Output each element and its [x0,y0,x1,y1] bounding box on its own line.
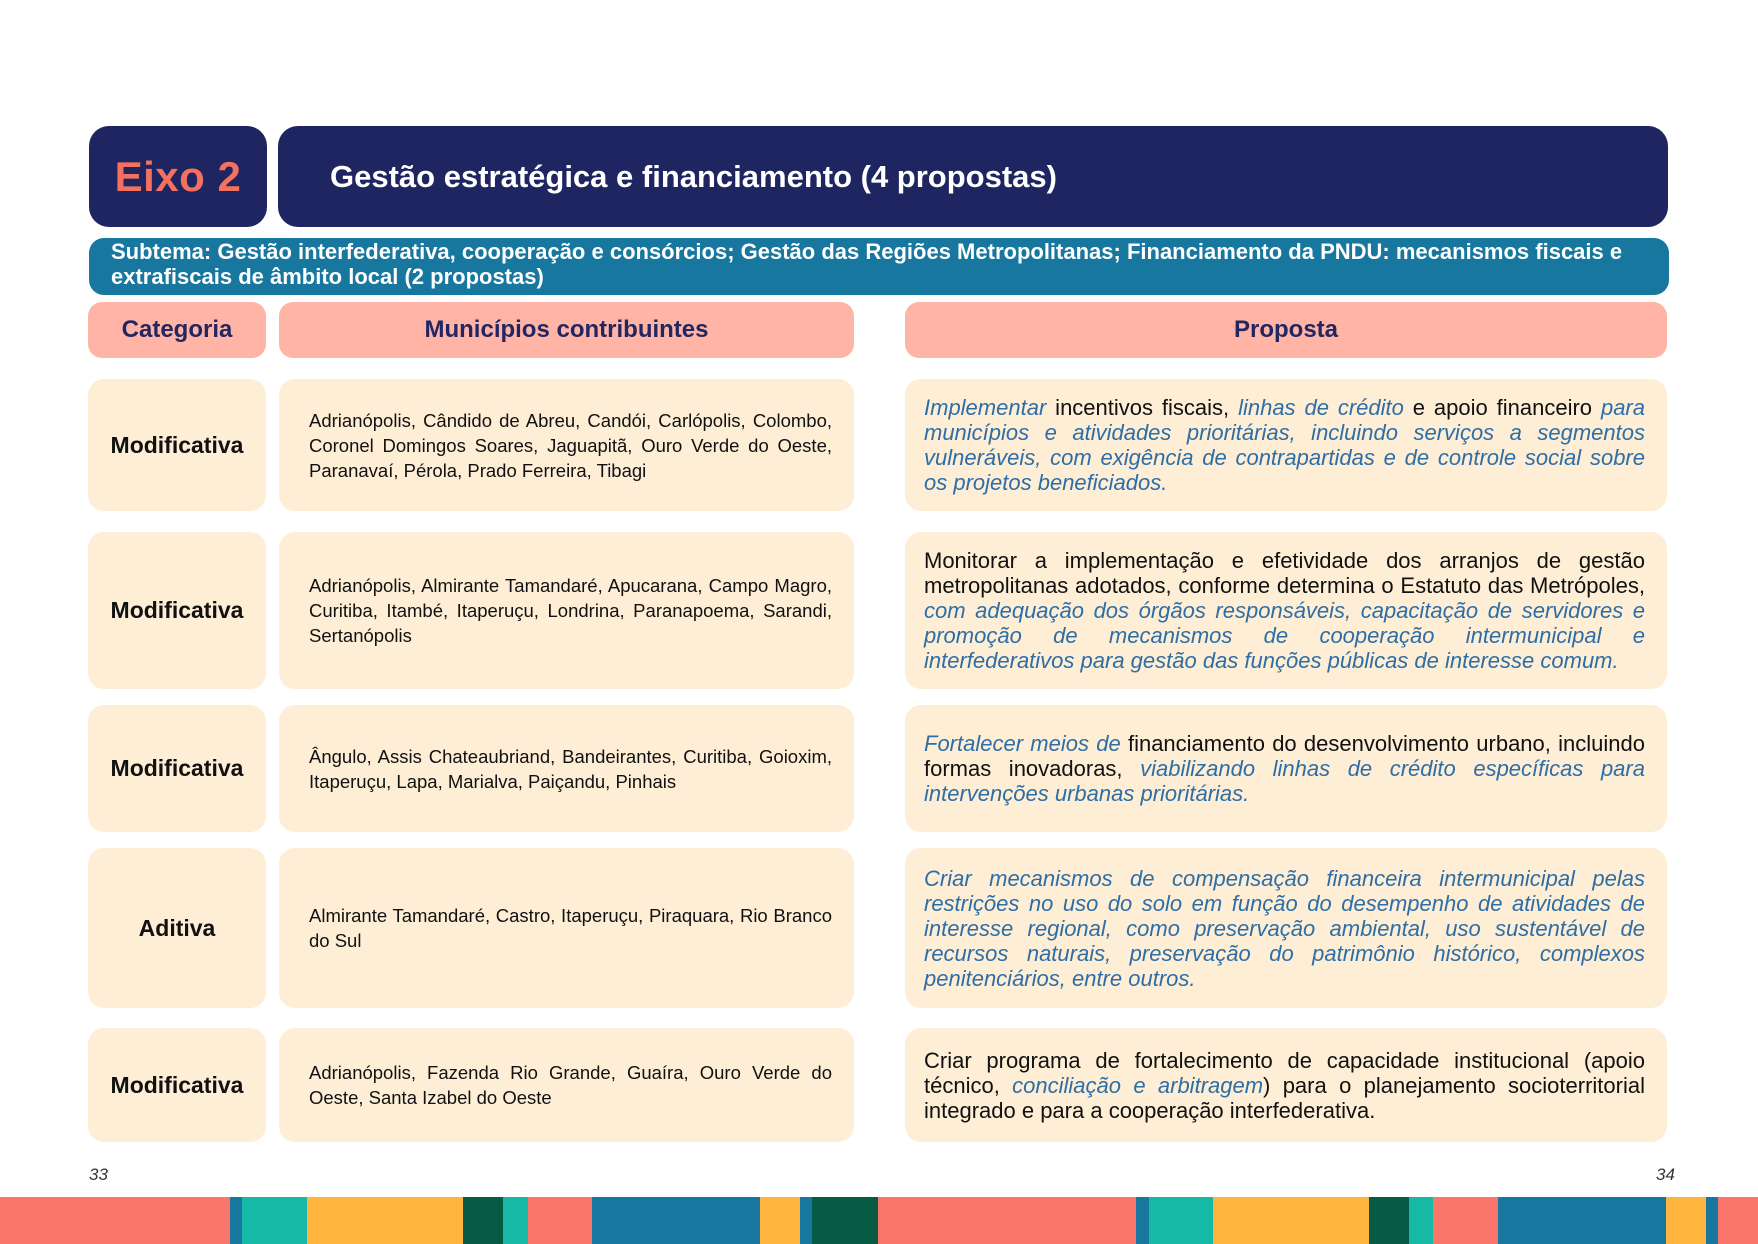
row-1-categoria: Modificativa [88,379,266,511]
row-4-proposta-text [924,866,1645,991]
page-title: Gestão estratégica e financiamento (4 propostas) [330,158,1057,194]
row-5-proposta [905,1028,1667,1142]
row-2-municipios-text: Adrianópolis, Almirante Tamandaré, Apucarana, Campo Magro, Curitiba, Itambé, Itaperuçu, Londrina, Paranapoema, Sarandi, Sertanópolis [309,575,832,646]
proposta-segment: incentivos fiscais, [1046,395,1239,420]
row-5-categoria: Modificativa [88,1028,266,1142]
proposta-segment: Monitorar a implementação e efetividade dos arranjos de gestão metropolitanas adotados, conforme determina o Estatuto das Metrópoles, [924,548,1645,598]
proposta-segment: linhas de crédito [1238,395,1404,420]
proposta-segment: Criar programa de fortalecimento de capacidade institucional (apoio técnico, [924,1047,1645,1098]
row-4-municipios [279,848,854,1008]
row-5-municipios-text: Adrianópolis, Fazenda Rio Grande, Guaíra, Ouro Verde do Oeste, Santa Izabel do Oeste [309,1062,832,1108]
row-3-municipios-text: Ângulo, Assis Chateaubriand, Bandeirantes, Curitiba, Goioxim, Itaperuçu, Lapa, Marialva, Paiçandu, Pinhais [309,745,832,792]
proposta-segment: conciliação e arbitragem [1012,1072,1264,1098]
proposta-segment: ) para o planejamento socioterritorial integrado e para a cooperação interfederativa. [924,1072,1645,1123]
row-5-municipios [279,1028,854,1142]
proposta-segment: Fortalecer meios de [924,731,1121,756]
proposta-segment: Criar mecanismos de compensação financeira intermunicipal pelas restrições no uso do solo em função do desempenho de atividades de interesse regional, como preservação ambiental, uso sustentável de recursos naturais, preservação do patrimônio histórico, complexos penitenciários, entre outros. [924,865,1645,991]
row-4-municipios-text: Almirante Tamandaré, Castro, Itaperuçu, Piraquara, Rio Branco do Sul [309,905,832,951]
row-1-municipios [279,379,854,511]
proposta-segment: Implementar [924,395,1047,420]
column-header-municipios: Municípios contribuintes [279,302,854,358]
row-2-proposta-text [924,548,1645,673]
row-5-proposta-text [924,1048,1645,1123]
proposta-segment: e apoio financeiro [1403,395,1601,420]
row-4-proposta [905,848,1667,1008]
column-header-categoria: Categoria [88,302,266,358]
row-1-proposta-text [924,395,1645,495]
page-number-left: 33 [89,1165,108,1184]
row-1-municipios-text: Adrianópolis, Cândido de Abreu, Candói, Carlópolis, Colombo, Coronel Domingos Soares, Jaguapitã, Ouro Verde do Oeste, Paranavaí, Pérola, Prado Ferreira, Tibagi [309,409,832,481]
proposta-segment: financiamento do desenvolvimento urbano, incluindo formas inovadoras, [924,731,1645,781]
row-3-proposta-text [924,731,1645,806]
row-2-municipios [279,532,854,689]
row-2-proposta [905,532,1667,689]
row-4-categoria: Aditiva [88,848,266,1008]
subtema-bar: Subtema: Gestão interfederativa, cooperação e consórcios; Gestão das Regiões Metropolitanas; Financiamento da PNDU: mecanismos fiscais e extrafiscais de âmbito local (2 propostas) [89,238,1669,295]
row-1-proposta [905,379,1667,511]
row-3-proposta [905,705,1667,832]
proposta-segment: com adequação dos órgãos responsáveis, capacitação de servidores e promoção de mecanismos de cooperação intermunicipal e interfederativos para gestão das funções públicas de interesse comum. [924,598,1645,673]
proposta-segment: para municípios e atividades prioritárias, incluindo serviços a segmentos vulneráveis, com exigência de contrapartidas e de controle social sobre os projetos beneficiados. [924,395,1645,495]
row-3-municipios [279,705,854,832]
page-number-right: 34 [1656,1165,1675,1184]
eixo-label: Eixo 2 [114,152,242,200]
page-title-bar [278,126,1668,227]
row-2-categoria: Modificativa [88,532,266,689]
eixo-badge [89,126,267,227]
proposta-segment: viabilizando linhas de crédito específicas para intervenções urbanas prioritárias. [924,756,1645,806]
row-3-categoria: Modificativa [88,705,266,832]
column-header-proposta: Proposta [905,302,1667,358]
